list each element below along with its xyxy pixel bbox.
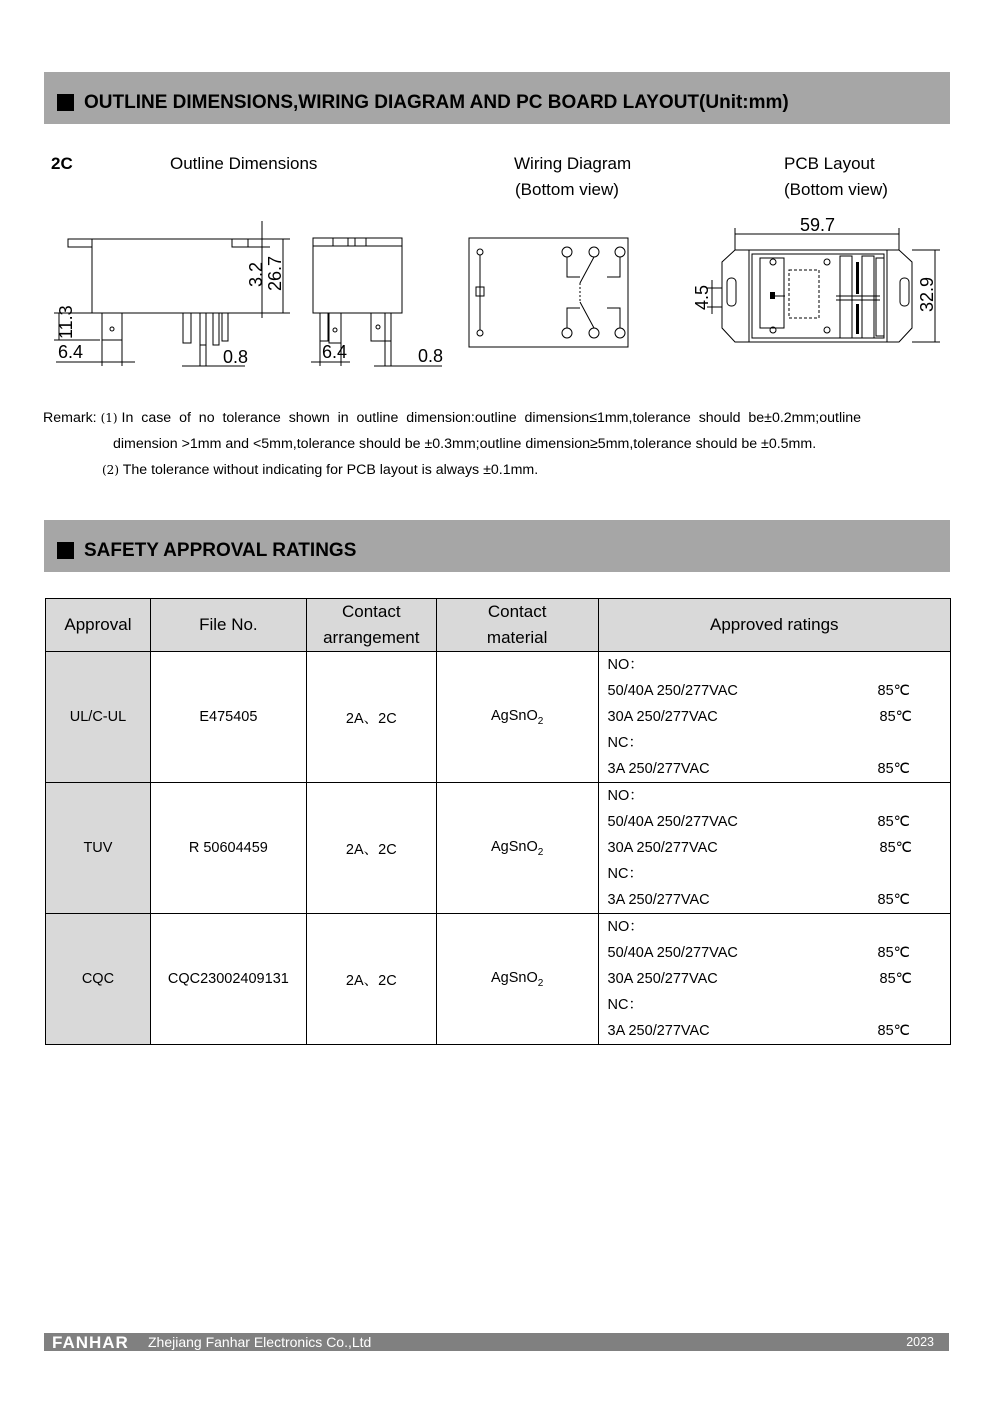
header-contact-material: Contact material (436, 599, 598, 652)
page-footer (44, 1333, 949, 1351)
dim-0-8-front: 0.8 (418, 346, 444, 366)
remark-line-3 (102, 462, 538, 478)
cell-ratings (598, 783, 950, 914)
rating-line: 3A 250/277VAC 85℃ (607, 761, 910, 777)
rating-line: 3A 250/277VAC 85℃ (607, 892, 910, 908)
cell-material: AgSnO$_2$ (436, 914, 598, 1045)
cell-ratings (598, 914, 950, 1045)
dim-32-9: 32.9 (917, 276, 937, 312)
fanhar-logo: FANHAR (52, 1333, 129, 1352)
header-approved-ratings: Approved ratings (598, 599, 950, 652)
rating-line: 30A 250/277VAC 85℃ (607, 840, 912, 856)
rating-line: NC： (607, 997, 643, 1013)
section-title: SAFETY APPROVAL RATINGS (84, 540, 357, 561)
cell-arrangement: 2A、2C (306, 783, 436, 914)
cell-material: AgSnO$_2$ (436, 783, 598, 914)
section-header-safety (44, 520, 950, 572)
wiring-diagram-label: Wiring Diagram (514, 154, 632, 173)
dim-3-2: 3.2 (246, 261, 266, 287)
rating-line: NC： (607, 866, 643, 882)
remark-number-1: (1) (100, 411, 118, 425)
cell-ratings (598, 652, 950, 783)
pcb-layout-label: PCB Layout (784, 154, 875, 173)
rating-line: NO： (607, 919, 644, 935)
dim-6-4-side: 6.4 (58, 342, 84, 362)
rating-line: 50/40A 250/277VAC 85℃ (607, 814, 910, 830)
remark-line-2: dimension >1mm and <5mm,tolerance should be ±0.3mm;outline dimension≥5mm,tolerance should be ±0.5mm. (113, 436, 817, 452)
cell-approval: UL/C-UL (46, 652, 151, 783)
cell-arrangement: 2A、2C (306, 652, 436, 783)
square-bullet-icon (57, 542, 74, 559)
dim-26-7: 26.7 (265, 255, 285, 291)
remark-line-1 (43, 410, 861, 426)
model-label: 2C (51, 154, 73, 173)
cell-approval: CQC (46, 914, 151, 1045)
outline-dimensions-label: Outline Dimensions (170, 154, 318, 173)
dim-59-7: 59.7 (800, 215, 836, 235)
cell-file-no: R 50604459 (150, 783, 306, 914)
rating-line: NO： (607, 657, 644, 673)
dim-6-4-front: 6.4 (322, 342, 348, 362)
dim-4-5: 4.5 (692, 284, 712, 310)
dim-11-3: 11.3 (56, 305, 76, 339)
wiring-bottom-view-label: (Bottom view) (515, 180, 619, 199)
header-contact-arrangement: Contact arrangement (306, 599, 436, 652)
cell-arrangement: 2A、2C (306, 914, 436, 1045)
technical-drawing (0, 0, 993, 400)
header-file-no: File No. (150, 599, 306, 652)
rating-line: 50/40A 250/277VAC 85℃ (607, 683, 910, 699)
rating-line: 50/40A 250/277VAC 85℃ (607, 945, 910, 961)
rating-line: 30A 250/277VAC 85℃ (607, 709, 912, 725)
wiring-diagram (469, 238, 628, 347)
section-title: OUTLINE DIMENSIONS,WIRING DIAGRAM AND PC BOARD LAYOUT(Unit:mm) (84, 92, 789, 113)
header-approval: Approval (46, 599, 151, 652)
rating-line: NC： (607, 735, 643, 751)
rating-line: NO： (607, 788, 644, 804)
cell-material: AgSnO$_2$ (436, 652, 598, 783)
remark-text-3: The tolerance without indicating for PCB layout is always ±0.1mm. (122, 462, 539, 478)
remark-text-1: In case of no tolerance shown in outline dimension:outline dimension≤1mm,tolerance should be±0.2mm;outline (121, 410, 862, 426)
footer-year: 2023 (906, 1335, 934, 1349)
cell-file-no: E475405 (150, 652, 306, 783)
company-name: Zhejiang Fanhar Electronics Co.,Ltd (148, 1334, 372, 1350)
table-row (46, 652, 951, 783)
rating-line: 30A 250/277VAC 85℃ (607, 971, 912, 987)
pcb-layout (707, 228, 940, 342)
pcb-pad-icon (770, 292, 775, 299)
relay-side-view (54, 221, 290, 366)
pcb-bottom-view-label: (Bottom view) (784, 180, 888, 199)
table-row (46, 783, 951, 914)
table-row (46, 914, 951, 1045)
dim-0-8-side: 0.8 (223, 347, 249, 367)
remark-number-2: (2) (102, 463, 119, 477)
safety-ratings-table (45, 598, 951, 1045)
cell-file-no: CQC23002409131 (150, 914, 306, 1045)
cell-approval: TUV (46, 783, 151, 914)
rating-line: 3A 250/277VAC 85℃ (607, 1023, 910, 1039)
table-header-row (46, 599, 951, 652)
remark-prefix: Remark: (43, 410, 97, 426)
